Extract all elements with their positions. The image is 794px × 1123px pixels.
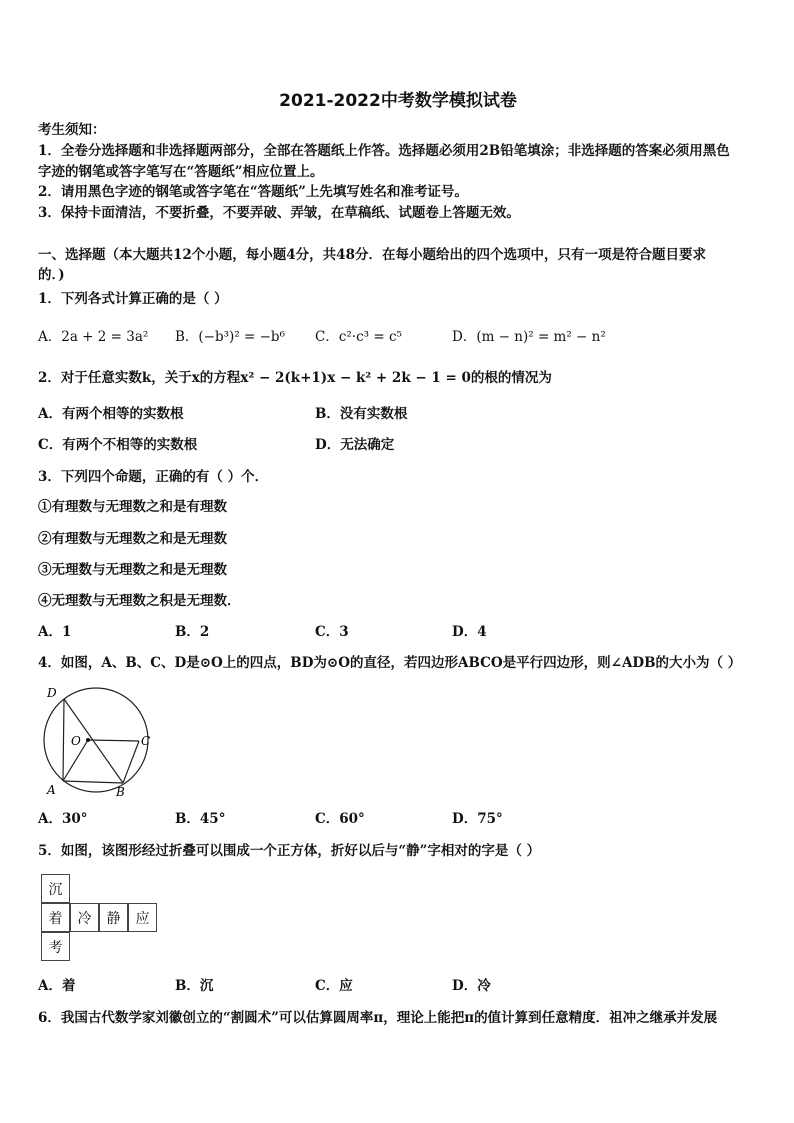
q3-prop-2: ②有理数与无理数之和是无理数 — [38, 531, 227, 547]
q5-stem: 5．如图，该图形经过折叠可以围成一个正方体，折好以后与“静”字相对的字是（ ） — [38, 843, 541, 859]
q4-option-a[interactable]: A．30° — [38, 811, 88, 827]
q3-option-c[interactable]: C．3 — [315, 624, 349, 640]
label-b: B — [116, 785, 125, 799]
q1-option-a[interactable]: A．2a + 2 = 3a² — [38, 329, 149, 345]
label-o: O — [71, 734, 81, 748]
segment-oc — [88, 740, 139, 741]
q3-prop-4: ④无理数与无理数之积是无理数． — [38, 593, 241, 609]
q3-stem: 3．下列四个命题，正确的有（ ）个． — [38, 469, 269, 485]
circle-figure — [38, 684, 156, 799]
q1-option-c[interactable]: C．c²·c³ = c⁵ — [315, 329, 402, 345]
q2-option-b[interactable]: B．没有实数根 — [315, 406, 408, 422]
q3-prop-3: ③无理数与无理数之和是无理数 — [38, 562, 227, 578]
section-heading-cont: 的．) — [38, 267, 65, 283]
q1-option-d[interactable]: D．(m − n)² = m² − n² — [452, 329, 606, 345]
q4-option-d[interactable]: D．75° — [452, 811, 503, 827]
q5-option-a[interactable]: A．着 — [38, 978, 76, 994]
label-d: D — [47, 686, 57, 700]
net-cell-1: 着 — [41, 903, 70, 932]
notice-item-1-cont: 字迹的钢笔或答字笔写在“答题纸”相应位置上。 — [38, 164, 324, 180]
q4-option-b[interactable]: B．45° — [175, 811, 226, 827]
q3-option-a[interactable]: A．1 — [38, 624, 72, 640]
net-cell-top: 沉 — [41, 874, 70, 903]
net-cell-4: 应 — [128, 903, 157, 932]
section-heading: 一、选择题（本大题共12个小题，每小题4分，共48分．在每小题给出的四个选项中，只有一项是符合题目要求 — [38, 247, 706, 263]
q4-stem: 4．如图，A、B、C、D是⊙O上的四点，BD为⊙O的直径，若四边形ABCO是平行四边形，则∠ADB的大小为（ ） — [38, 655, 742, 671]
notice-item-2: 2．请用黑色字迹的钢笔或答字笔在“答题纸”上先填写姓名和准考证号。 — [38, 184, 468, 200]
net-cell-2: 冷 — [70, 903, 99, 932]
q6-stem: 6．我国古代数学家刘徽创立的“割圆术”可以估算圆周率π，理论上能把π的值计算到任意精度．祖冲之继承并发展 — [38, 1010, 718, 1026]
label-c: C — [141, 734, 151, 748]
q3-prop-1: ①有理数与无理数之和是有理数 — [38, 499, 227, 515]
segment-ab — [63, 781, 123, 783]
q2-option-d[interactable]: D．无法确定 — [315, 437, 395, 453]
q5-option-b[interactable]: B．沉 — [175, 978, 214, 994]
q4-option-c[interactable]: C．60° — [315, 811, 365, 827]
label-a: A — [47, 783, 56, 797]
segment-da — [63, 699, 64, 781]
net-cell-bottom: 考 — [41, 932, 70, 961]
q3-option-d[interactable]: D．4 — [452, 624, 487, 640]
net-cell-3: 静 — [99, 903, 128, 932]
notice-item-3: 3．保持卡面清洁，不要折叠，不要弄破、弄皱，在草稿纸、试题卷上答题无效。 — [38, 205, 520, 221]
segment-bc — [123, 741, 139, 783]
notice-heading: 考生须知： — [38, 122, 106, 138]
q5-option-c[interactable]: C．应 — [315, 978, 353, 994]
center-point — [86, 738, 90, 742]
q3-option-b[interactable]: B．2 — [175, 624, 210, 640]
q1-option-b[interactable]: B．(−b³)² = −b⁶ — [175, 329, 285, 345]
page-title: 2021-2022中考数学模拟试卷 — [279, 91, 517, 111]
q2-option-a[interactable]: A．有两个相等的实数根 — [38, 406, 184, 422]
q2-option-c[interactable]: C．有两个不相等的实数根 — [38, 437, 198, 453]
notice-item-1: 1．全卷分选择题和非选择题两部分，全部在答题纸上作答。选择题必须用2B铅笔填涂；非选择题的答案必须用黑色 — [38, 143, 730, 159]
q1-stem: 1．下列各式计算正确的是（ ） — [38, 291, 228, 307]
q5-option-d[interactable]: D．冷 — [452, 978, 491, 994]
q2-stem: 2．对于任意实数k，关于x的方程x² − 2(k+1)x − k² + 2k − 1 = 0的根的情况为 — [38, 370, 552, 386]
